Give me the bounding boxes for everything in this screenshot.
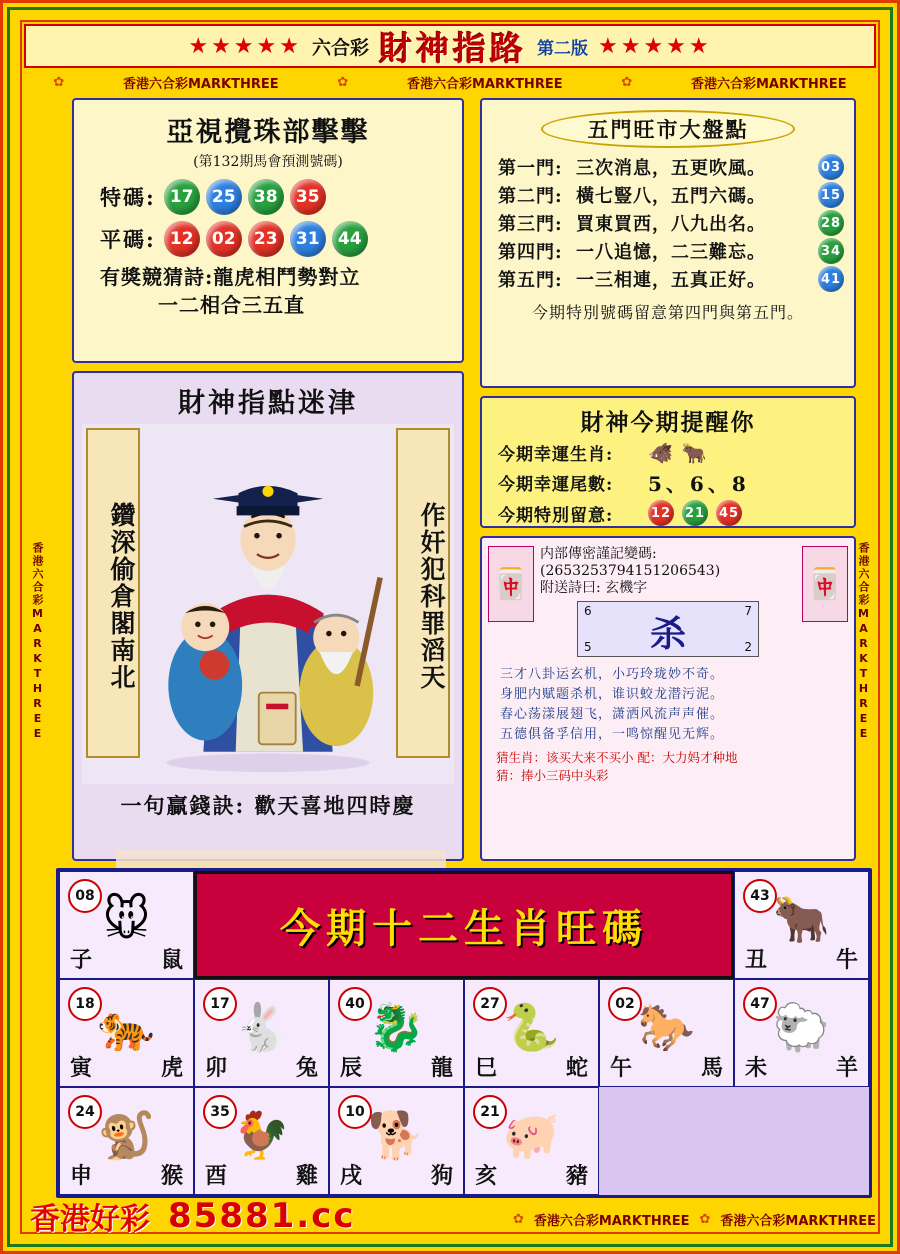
- left-rail-text: 香港六合彩MARKTHREE: [24, 98, 50, 1186]
- normal-ball-4: 31: [290, 221, 326, 257]
- attention-ball-1: 12: [648, 500, 674, 526]
- secret-poem-line-3: 春心荡漾展翅飞，潇洒风流声声催。: [500, 707, 725, 722]
- gate-text-2: 橫七豎八，五門六碼。: [576, 186, 766, 207]
- page-title: 財神指路: [379, 28, 527, 68]
- goat-icon: 🐑: [772, 999, 831, 1054]
- gate-label-2: 第二門:: [498, 186, 563, 207]
- secret-line-1: 内部傳密謹記變碼:: [540, 546, 657, 562]
- zodiac-table: [56, 868, 872, 1198]
- five-gate-row-2: [498, 182, 844, 208]
- special-label: 特碼:: [100, 185, 156, 210]
- zodiac-animal-dragon: 龍: [430, 1055, 453, 1081]
- mystery-character-box: [577, 601, 759, 657]
- lucky-zodiac-label: 今期幸運生肖:: [498, 445, 614, 465]
- gate-label-4: 第四門:: [498, 242, 563, 263]
- five-gate-note: 今期特別號碼留意第四門與第五門。: [531, 303, 804, 322]
- zodiac-cell-rat: [59, 871, 194, 979]
- couplet-right: 作奸犯科罪滔天: [396, 428, 450, 758]
- zodiac-branch-ox: 丑: [745, 947, 768, 973]
- god-panel-title: 財神指點迷津: [178, 388, 358, 419]
- prediction-title: 亞視攪珠部擊擊: [166, 117, 370, 148]
- gate-text-5: 一三相連，五真正好。: [576, 270, 766, 291]
- zodiac-cell-pig: [464, 1087, 599, 1195]
- zodiac-number-dog: 10: [338, 1095, 372, 1129]
- zodiac-animal-dog: 狗: [430, 1163, 453, 1189]
- special-attention-row: [498, 500, 854, 526]
- attention-ball-3: 45: [716, 500, 742, 526]
- zodiac-branch-goat: 未: [745, 1055, 768, 1081]
- lucky-tail-row: [498, 468, 854, 497]
- flower-icon: ✿: [699, 1211, 711, 1227]
- zodiac-animal-goat: 羊: [835, 1055, 858, 1081]
- rabbit-icon: 🐇: [232, 999, 291, 1054]
- five-gate-row-1: [498, 154, 844, 180]
- horse-icon: 🐎: [637, 999, 696, 1054]
- zodiac-branch-tiger: 寅: [70, 1055, 93, 1081]
- door-god-left-icon: 🀄: [488, 546, 534, 622]
- lucky-tail-label: 今期幸運尾數:: [498, 475, 614, 495]
- normal-numbers-row: [100, 221, 462, 257]
- zodiac-animal-ox: 牛: [835, 947, 858, 973]
- zodiac-number-ox: 43: [743, 879, 777, 913]
- zodiac-number-horse: 02: [608, 987, 642, 1021]
- zodiac-number-pig: 21: [473, 1095, 507, 1129]
- zodiac-animal-rooster: 雞: [295, 1163, 318, 1189]
- masthead: [24, 24, 876, 68]
- corner-top-right: 7: [744, 604, 752, 618]
- marquee-text-2: 香港六合彩MARKTHREE: [406, 76, 563, 92]
- gate-number-4: 34: [818, 238, 844, 264]
- top-marquee: [24, 70, 876, 94]
- right-rail-text: 香港六合彩MARKTHREE: [850, 98, 876, 1186]
- door-god-right-icon: 🀄: [802, 546, 848, 622]
- zodiac-number-tiger: 18: [68, 987, 102, 1021]
- riddle-label: 有獎競猜詩:: [100, 265, 214, 289]
- special-ball-2: 25: [206, 179, 242, 215]
- mystery-character: 杀: [649, 613, 686, 655]
- masthead-subtitle: 六合彩: [311, 36, 369, 59]
- lucky-phrase-label: 一句贏錢訣:: [120, 793, 246, 818]
- god-of-wealth-panel: [72, 371, 464, 861]
- rat-icon: 🐭: [102, 892, 151, 946]
- zodiac-cell-snake: [464, 979, 599, 1087]
- secret-line-3: 附送詩曰: 玄機字: [540, 580, 648, 596]
- zodiac-number-rabbit: 17: [203, 987, 237, 1021]
- zodiac-cell-rooster: [194, 1087, 329, 1195]
- edition-label: 第二版: [537, 38, 588, 59]
- zodiac-cell-goat: [734, 979, 869, 1087]
- snake-icon: 🐍: [502, 999, 561, 1054]
- marquee-text-1: 香港六合彩MARKTHREE: [123, 76, 279, 92]
- rooster-icon: 🐓: [232, 1107, 291, 1162]
- lucky-tail-value: 5、6、8: [648, 472, 750, 496]
- bottom-watermark: [30, 1194, 356, 1238]
- zodiac-cell-dog: [329, 1087, 464, 1195]
- gate-number-5: 41: [818, 266, 844, 292]
- god-illustration-area: [82, 424, 454, 784]
- god-of-wealth-image: [148, 424, 388, 784]
- gate-number-2: 15: [818, 182, 844, 208]
- gate-text-3: 買東買西，八九出名。: [576, 214, 766, 235]
- zodiac-branch-rabbit: 卯: [205, 1055, 228, 1081]
- five-gate-row-5: [498, 266, 844, 292]
- special-ball-1: 17: [164, 179, 200, 215]
- zodiac-animal-snake: 蛇: [565, 1055, 588, 1081]
- zodiac-pig-icon: 🐗 🐂: [648, 440, 708, 465]
- secret-line-2: (2653253794151206543): [540, 563, 721, 579]
- stars-right-icon: ★★★★★: [598, 33, 712, 59]
- tiger-icon: 🐅: [97, 999, 156, 1054]
- zodiac-cell-dragon: [329, 979, 464, 1087]
- secret-hint-line-2: 猜：捧小三码中头彩: [496, 768, 609, 783]
- watermark-brand: 香港好彩: [30, 1202, 150, 1237]
- corner-bottom-right: 2: [744, 640, 752, 654]
- zodiac-branch-monkey: 申: [70, 1163, 93, 1189]
- five-gate-row-3: [498, 210, 844, 236]
- bottom-marquee-text-1: 香港六合彩MARKTHREE: [533, 1213, 690, 1229]
- gate-label-3: 第三門:: [498, 214, 563, 235]
- zodiac-banner-text: 今期十二生肖旺碼: [280, 904, 648, 952]
- secret-hints: [496, 749, 840, 785]
- flower-icon: ✿: [53, 74, 65, 90]
- secret-poem-line-4: 五德俱备孚信用，一鸣惊醒见无辉。: [500, 727, 725, 742]
- marquee-text-3: 香港六合彩MARKTHREE: [690, 76, 847, 92]
- normal-ball-2: 02: [206, 221, 242, 257]
- gate-number-3: 28: [818, 210, 844, 236]
- zodiac-branch-pig: 亥: [475, 1163, 498, 1189]
- zodiac-number-rooster: 35: [203, 1095, 237, 1129]
- gate-number-1: 03: [818, 154, 844, 180]
- riddle-line-1: 龍虎相鬥勢對立: [213, 265, 361, 289]
- content-area: [56, 98, 858, 1189]
- stars-left-icon: ★★★★★: [188, 33, 302, 59]
- zodiac-branch-dragon: 辰: [340, 1055, 363, 1081]
- pig-icon: 🐖: [502, 1107, 561, 1162]
- couplet-left: 鑽深偷倉閣南北: [86, 428, 140, 758]
- gate-text-1: 三次消息，五更吹風。: [576, 158, 766, 179]
- gate-label-5: 第五門:: [498, 270, 563, 291]
- five-gate-row-4: [498, 238, 844, 264]
- zodiac-branch-rat: 子: [70, 947, 93, 973]
- zodiac-animal-rat: 鼠: [160, 947, 183, 973]
- normal-ball-5: 44: [332, 221, 368, 257]
- outer-frame: [7, 7, 893, 1247]
- prediction-subtitle: (第132期馬會預測號碼): [193, 154, 343, 170]
- lucky-zodiac-row: [498, 440, 854, 465]
- gate-text-4: 一八追憶，二三難忘。: [576, 242, 766, 263]
- zodiac-number-goat: 47: [743, 987, 777, 1021]
- secret-poem-line-2: 身肥内赋题杀机，谁识蛟龙潜污泥。: [500, 687, 725, 702]
- flower-icon: ✿: [621, 74, 633, 90]
- zodiac-number-dragon: 40: [338, 987, 372, 1021]
- secret-code-panel: [480, 536, 856, 861]
- zodiac-animal-horse: 馬: [700, 1055, 723, 1081]
- zodiac-banner: [194, 871, 734, 979]
- zodiac-branch-rooster: 酉: [205, 1163, 228, 1189]
- corner-top-left: 6: [584, 604, 592, 618]
- zodiac-branch-dog: 戌: [340, 1163, 363, 1189]
- flower-icon: ✿: [512, 1211, 524, 1227]
- flower-icon: ✿: [337, 74, 349, 90]
- secret-hint-line-1: 猜生肖：该买大来不买小 配：大力妈才种地: [496, 750, 738, 765]
- secret-poem-line-1: 三才八卦运玄机，小巧玲珑妙不奇。: [500, 667, 725, 682]
- reminder-panel: [480, 396, 856, 528]
- reminder-title: 財神今期提醒你: [580, 409, 756, 436]
- god-panel-footer: [74, 790, 462, 820]
- zodiac-animal-tiger: 虎: [160, 1055, 183, 1081]
- special-ball-3: 38: [248, 179, 284, 215]
- zodiac-cell-rabbit: [194, 979, 329, 1087]
- ox-icon: 🐂: [772, 891, 831, 946]
- dragon-icon: 🐉: [367, 999, 426, 1054]
- bottom-marquee: [410, 1208, 876, 1230]
- watermark-url: 85881.cc: [168, 1196, 356, 1236]
- zodiac-number-snake: 27: [473, 987, 507, 1021]
- bottom-marquee-text-2: 香港六合彩MARKTHREE: [720, 1213, 876, 1229]
- zodiac-animal-monkey: 猴: [160, 1163, 183, 1189]
- gate-label-1: 第一門:: [498, 158, 563, 179]
- prediction-panel: [72, 98, 464, 363]
- secret-poem: [500, 665, 836, 745]
- zodiac-branch-horse: 午: [610, 1055, 633, 1081]
- zodiac-number-rat: 08: [68, 879, 102, 913]
- special-numbers-row: [100, 179, 462, 215]
- zodiac-branch-snake: 巳: [475, 1055, 498, 1081]
- zodiac-cell-horse: [599, 979, 734, 1087]
- attention-ball-2: 21: [682, 500, 708, 526]
- monkey-icon: 🐒: [97, 1107, 156, 1162]
- zodiac-animal-pig: 豬: [565, 1163, 588, 1189]
- corner-bottom-left: 5: [584, 640, 592, 654]
- zodiac-cell-ox: [734, 871, 869, 979]
- zodiac-number-monkey: 24: [68, 1095, 102, 1129]
- five-gate-title: 五門旺市大盤點: [541, 110, 795, 148]
- riddle-poem: [100, 263, 446, 319]
- dog-icon: 🐕: [367, 1107, 426, 1162]
- special-ball-4: 35: [290, 179, 326, 215]
- zodiac-grid: [59, 871, 869, 1195]
- zodiac-animal-rabbit: 兔: [295, 1055, 318, 1081]
- riddle-line-2: 一二相合三五直: [158, 293, 305, 317]
- normal-ball-1: 12: [164, 221, 200, 257]
- normal-label: 平碼:: [100, 227, 156, 252]
- zodiac-cell-tiger: [59, 979, 194, 1087]
- normal-ball-3: 23: [248, 221, 284, 257]
- five-gate-panel: [480, 98, 856, 388]
- zodiac-cell-monkey: [59, 1087, 194, 1195]
- lucky-phrase-text: 歡天喜地四時慶: [254, 793, 416, 818]
- special-attention-label: 今期特別留意:: [498, 505, 614, 526]
